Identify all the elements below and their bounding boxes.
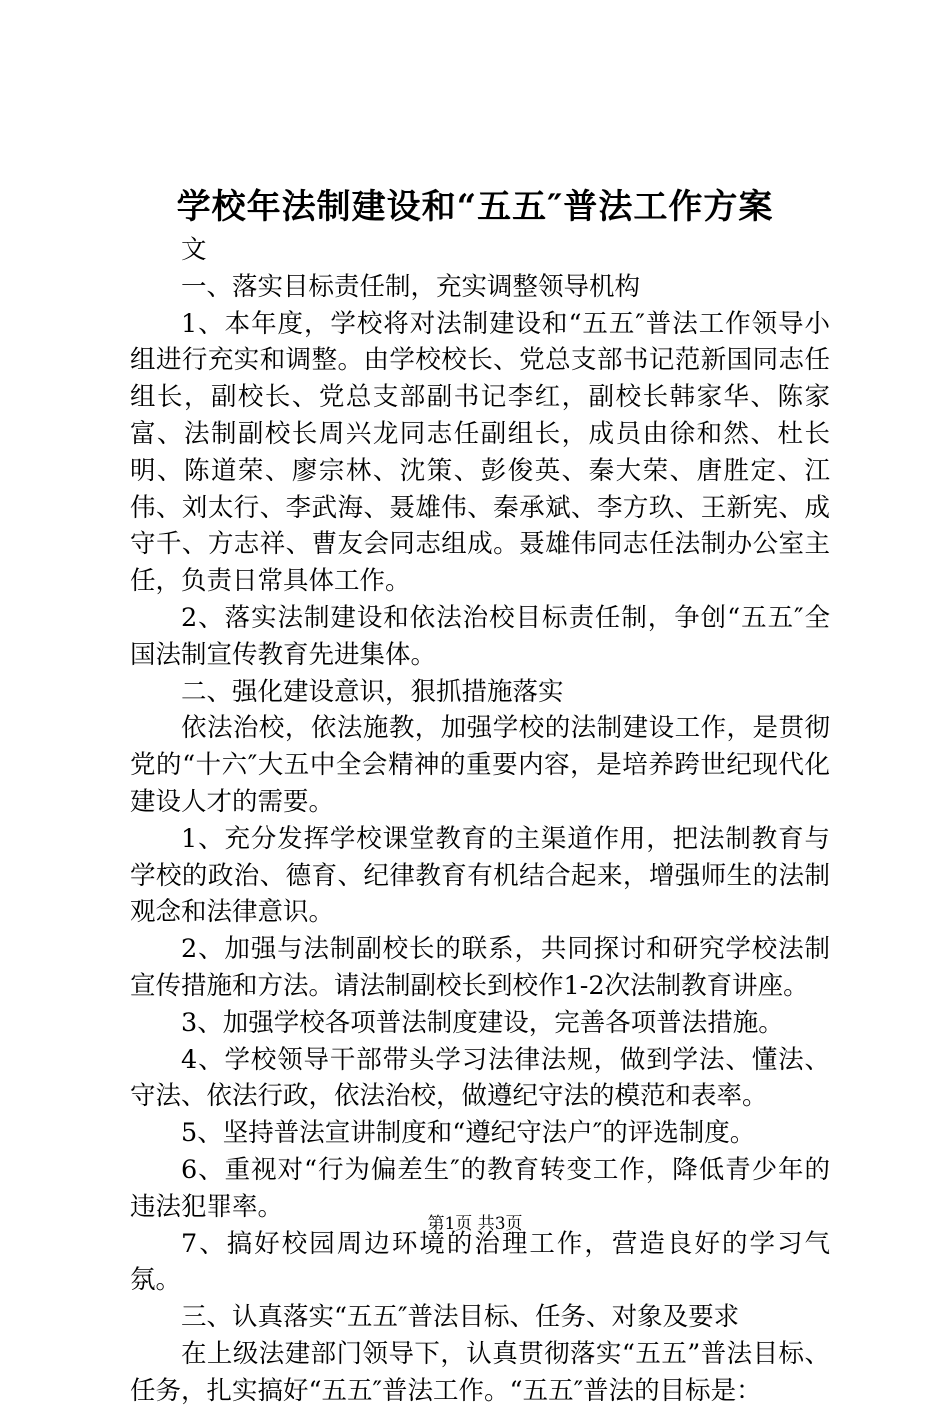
paragraph: 2、加强与法制副校长的联系，共同探讨和研究学校法制宣传措施和方法。请法制副校长到校作1-2次法制教育讲座。 xyxy=(130,934,830,1001)
paragraph: 2、落实法制建设和依法治校目标责任制，争创“五五″全国法制宣传教育先进集体。 xyxy=(130,602,830,670)
paragraph: 文 xyxy=(181,235,207,265)
paragraph: 5、坚持普法宣讲制度和“遵纪守法户″的评选制度。 xyxy=(181,1118,756,1149)
section-heading: 三、认真落实“五五″普法目标、任务、对象及要求 xyxy=(181,1302,740,1333)
page-footer: 第1页 共3页 xyxy=(427,1214,523,1234)
paragraph: 4、学校领导干部带头学习法律法规，做到学法、懂法、守法、依法行政，依法治校，做遵纪守法的模范和表率。 xyxy=(130,1044,830,1112)
paragraph: 依法治校，依法施教，加强学校的法制建设工作，是贯彻党的“十六″大五中全会精神的重要内容，是培养跨世纪现代化建设人才的需要。 xyxy=(130,713,830,817)
section-heading: 二、强化建设意识，狠抓措施落实 xyxy=(181,676,564,707)
paragraph: 在上级法建部门领导下，认真贯彻落实“五五”普法目标、任务，扎实搞好“五五″普法工作。“五五″普法的目标是： xyxy=(130,1338,830,1406)
paragraph: 7、搞好校园周边环境的治理工作，营造良好的学习气氛。 xyxy=(130,1228,830,1296)
paragraph: 1、本年度，学校将对法制建设和“五五″普法工作领导小组进行充实和调整。由学校校长、党总支部书记范新国同志任组长，副校长、党总支部副书记李红，副校长韩家华、陈家富、法制副校长周兴龙同志任副组长，成员由徐和然、杜长明、陈道荣、廖宗林、沈策、彭俊英、秦大荣、唐胜定、江伟、刘太行、李武海、聂雄伟、秦承斌、李方玖、王新宪、成守千、方志祥、曹友会同志组成。聂雄伟同志任法制办公室主任，负责日常具体工作。 xyxy=(130,308,830,597)
paragraph: 6、重视对“行为偏差生″的教育转变工作，降低青少年的违法犯罪率。 xyxy=(130,1154,830,1222)
paragraph: 1、充分发挥学校课堂教育的主渠道作用，把法制教育与学校的政治、德育、纪律教育有机结合起来，增强师生的法制观念和法律意识。 xyxy=(130,823,830,928)
section-heading: 一、落实目标责任制，充实调整领导机构 xyxy=(181,271,641,302)
document-title: 学校年法制建设和“五五″普法工作方案 xyxy=(176,187,774,227)
paragraph: 3、加强学校各项普法制度建设，完善各项普法措施。 xyxy=(181,1007,784,1038)
